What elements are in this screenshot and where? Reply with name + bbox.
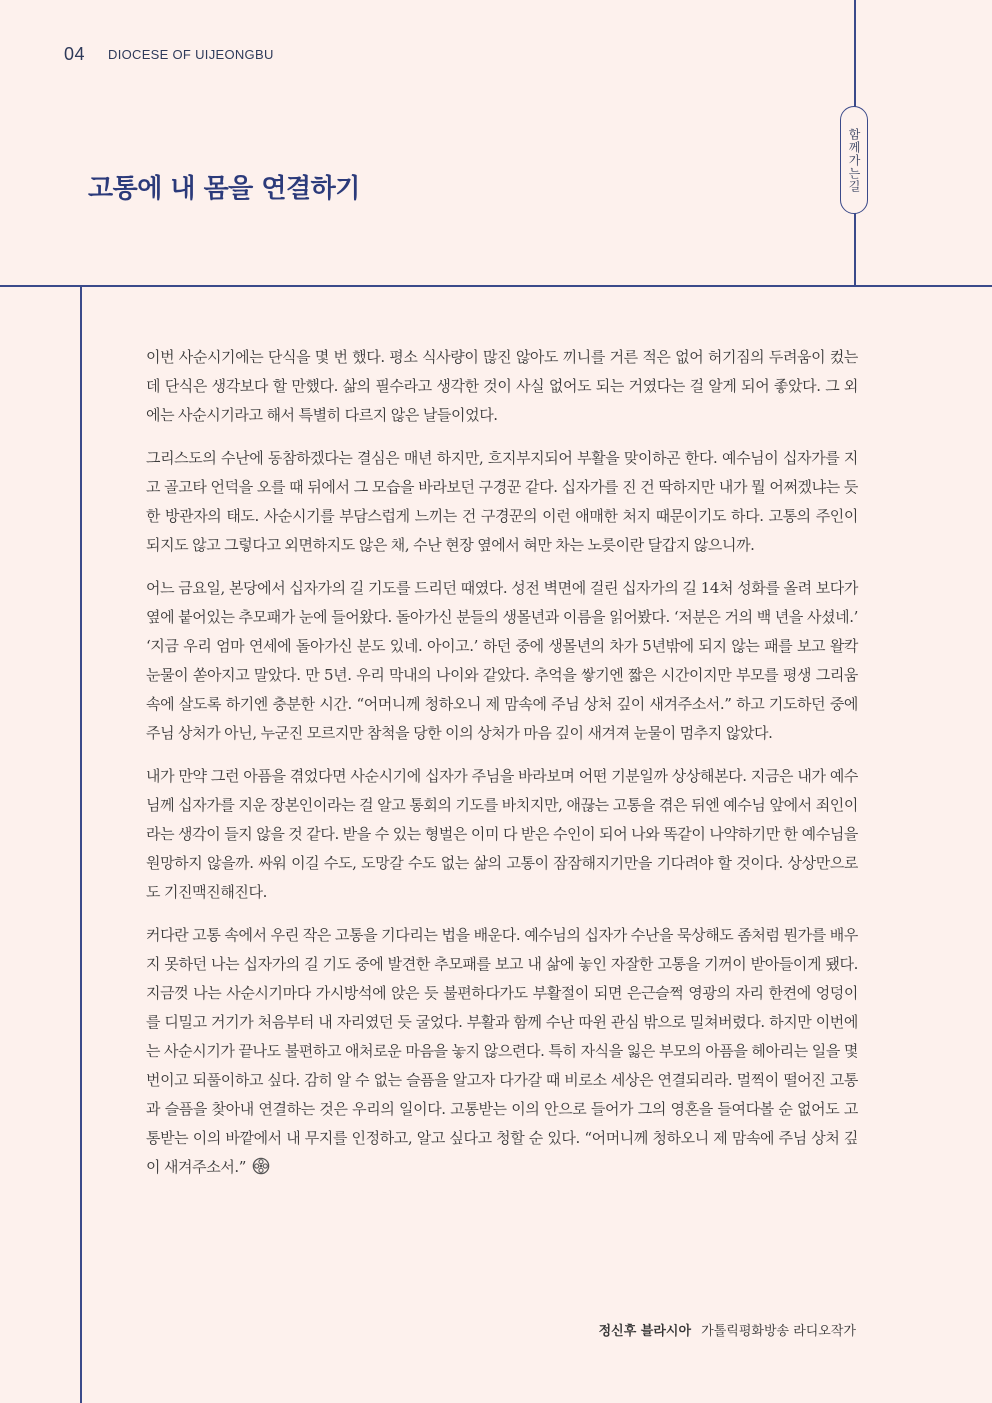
section-tab-label: 함께가는길 bbox=[847, 127, 861, 193]
article-body bbox=[146, 343, 858, 1196]
section-tab bbox=[840, 106, 868, 214]
paragraph-4: 내가 만약 그런 아픔을 겪었다면 사순시기에 십자가 주님을 바라보며 어떤 기분일까 상상해본다. 지금은 내가 예수님께 십자가를 지운 장본인이라는 걸 알고 통회의 기도를 바치지만, 애끊는 고통을 겪은 뒤엔 예수님 앞에서 죄인이라는 생각이 들지 않을 것 같다. 받을 수 있는 형벌은 이미 다 받은 수인이 되어 나와 똑같이 나약하기만 한 예수님을 원망하지 않을까. 싸워 이길 수도, 도망갈 수도 없는 삶의 고통이 잠잠해지기만을 기다려야 할 것이다. 상상만으로도 기진맥진해진다. bbox=[146, 767, 858, 901]
horizontal-rule bbox=[0, 285, 992, 287]
paragraph-1: 이번 사순시기에는 단식을 몇 번 했다. 평소 식사량이 많진 않아도 끼니를 거른 적은 없어 허기짐의 두려움이 컸는데 단식은 생각보다 할 만했다. 삶의 필수라고 생각한 것이 사실 없어도 되는 거였다는 걸 알게 되어 좋았다. 그 외에는 사순시기라고 해서 특별히 다르지 않은 날들이었다. bbox=[146, 348, 858, 424]
vertical-rule-left bbox=[80, 286, 82, 1403]
paragraph-2: 그리스도의 수난에 동참하겠다는 결심은 매년 하지만, 흐지부지되어 부활을 맞이하곤 한다. 예수님이 십자가를 지고 골고타 언덕을 오를 때 뒤에서 그 모습을 바라보던 구경꾼 같다. 십자가를 진 건 딱하지만 내가 뭘 어쩌겠냐는 듯한 방관자의 태도. 사순시기를 부담스럽게 느끼는 건 구경꾼의 이런 애매한 처지 때문이기도 하다. 고통의 주인이 되지도 않고 그렇다고 외면하지도 않은 채, 수난 현장 옆에서 혀만 차는 노릇이란 달갑지 않으니까. bbox=[146, 449, 858, 554]
paragraph-5-wrapper bbox=[146, 921, 858, 1182]
paragraph-3: 어느 금요일, 본당에서 십자가의 길 기도를 드리던 때였다. 성전 벽면에 걸린 십자가의 길 14처 성화를 올려 보다가 옆에 붙어있는 추모패가 눈에 들어왔다. 돌아가신 분들의 생몰년과 이름을 읽어봤다. ‘저분은 거의 백 년을 사셨네.’ ‘지금 우리 엄마 연세에 돌아가신 분도 있네. 아이고.’ 하던 중에 생몰년의 차가 5년밖에 되지 않는 패를 보고 왈칵 눈물이 쏟아지고 말았다. 만 5년. 우리 막내의 나이와 같았다. 추억을 쌓기엔 짧은 시간이지만 부모를 평생 그리움 속에 살도록 하기엔 충분한 시간. “어머니께 청하오니 제 맘속에 주님 상처 깊이 새겨주소서.” 하고 기도하던 중에 주님 상처가 아닌, 누군진 모르지만 참척을 당한 이의 상처가 마음 깊이 새겨져 눈물이 멈추지 않았다. bbox=[146, 579, 858, 742]
paragraph-5: 커다란 고통 속에서 우린 작은 고통을 기다리는 법을 배운다. 예수님의 십자가 수난을 묵상해도 좀처럼 뭔가를 배우지 못하던 나는 십자가의 길 기도 중에 발견한 추모패를 보고 내 삶에 놓인 자잘한 고통을 기꺼이 받아들이게 됐다. 지금껏 나는 사순시기마다 가시방석에 앉은 듯 불편하다가도 부활절이 되면 은근슬쩍 영광의 자리 한켠에 엉덩이를 디밀고 거기가 처음부터 내 자리였던 듯 굴었다. 부활과 함께 수난 따윈 관심 밖으로 밀쳐버렸다. 하지만 이번에는 사순시기가 끝나도 불편하고 애처로운 마음을 놓지 않으련다. 특히 자식을 잃은 부모의 아픔을 헤아리는 일을 몇 번이고 되풀이하고 싶다. 감히 알 수 없는 슬픔을 알고자 다가갈 때 비로소 세상은 연결되리라. 멀찍이 떨어진 고통과 슬픔을 찾아내 연결하는 것은 우리의 일이다. 고통받는 이의 안으로 들어가 그의 영혼을 들여다볼 순 없어도 고통받는 이의 바깥에서 내 무지를 인정하고, 알고 싶다고 청할 순 있다. “어머니께 청하오니 제 맘속에 주님 상처 깊이 새겨주소서.” bbox=[146, 926, 858, 1176]
author-role: 가톨릭평화방송 라디오작가 bbox=[701, 1324, 856, 1339]
flower-ornament-icon bbox=[252, 1157, 270, 1175]
author-name: 정신후 블라시아 bbox=[598, 1324, 692, 1339]
article-title: 고통에 내 몸을 연결하기 bbox=[88, 174, 360, 204]
page-number: 04 bbox=[64, 44, 86, 64]
publication-name: DIOCESE OF UIJEONGBU bbox=[108, 47, 274, 62]
byline bbox=[599, 1320, 856, 1339]
